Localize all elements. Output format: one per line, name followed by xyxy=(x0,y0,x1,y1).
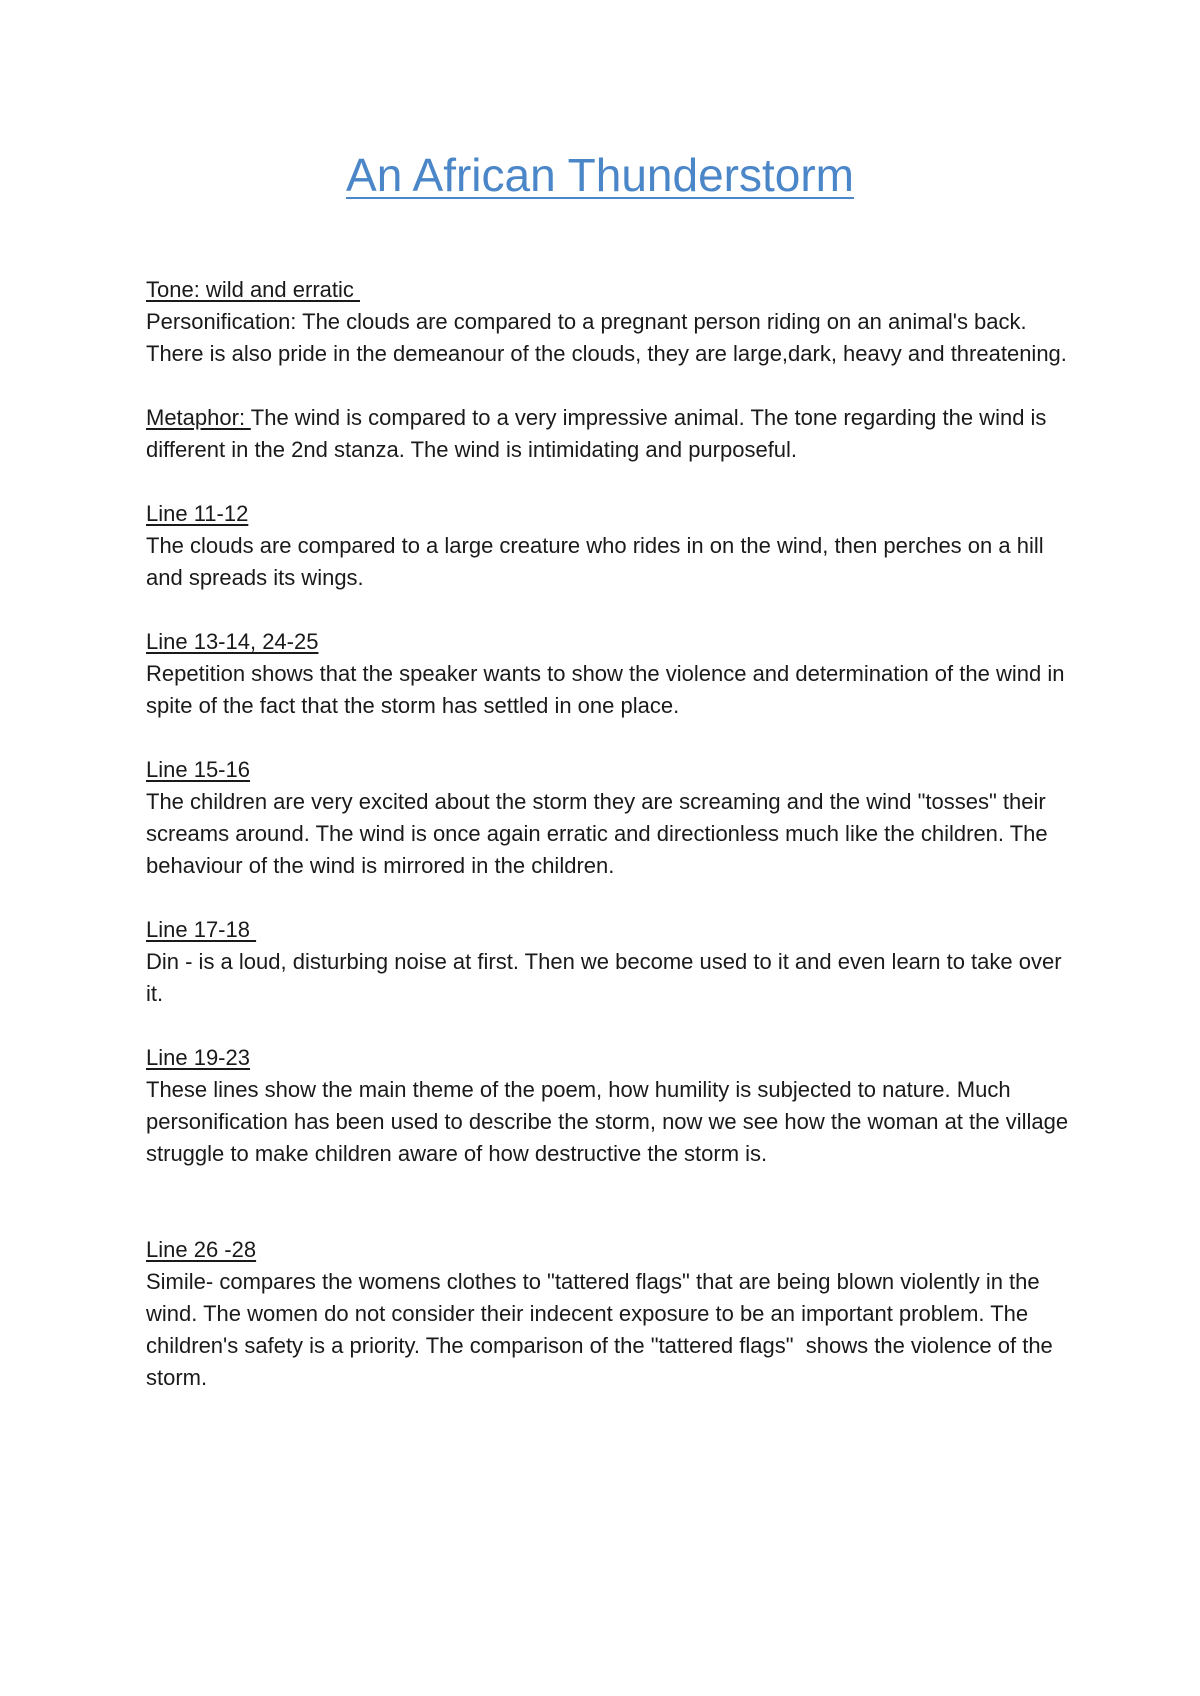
tone-label: Tone: wild and erratic xyxy=(146,277,360,302)
section-heading-line-26-28: Line 26 -28 xyxy=(146,1237,257,1262)
section-text-line-11-12: The clouds are compared to a large creature who rides in on the wind, then perches on a hill and spreads its wings. xyxy=(146,533,1044,590)
section-text-line-13-14: Repetition shows that the speaker wants to show the violence and determination of the wind in spite of the fact that the storm has settled in one place. xyxy=(146,661,1065,718)
section-heading-line-15-16: Line 15-16 xyxy=(146,757,250,782)
section-text-line-19-23: These lines show the main theme of the poem, how humility is subjected to nature. Much personification has been used to describe the storm, now we see how the woman at the village struggle to make children aware of how destructive the storm is. xyxy=(146,1077,1069,1166)
section-text-line-17-18: Din - is a loud, disturbing noise at first. Then we become used to it and even learn to take over it. xyxy=(146,949,1062,1006)
personification-text: Personification: The clouds are compared to a pregnant person riding on an animal's back. There is also pride in the demeanour of the clouds, they are large,dark, heavy and threatening. xyxy=(146,309,1067,366)
section-heading-line-11-12: Line 11-12 xyxy=(146,501,249,526)
metaphor-paragraph xyxy=(146,402,1076,466)
document-body xyxy=(146,274,1076,1394)
metaphor-label: Metaphor: xyxy=(146,405,251,430)
metaphor-text: The wind is compared to a very impressive animal. The tone regarding the wind is different in the 2nd stanza. The wind is intimidating and purposeful. xyxy=(146,405,1047,462)
section-text-line-26-28: Simile- compares the womens clothes to "tattered flags" that are being blown violently in the wind. The women do not consider their indecent exposure to be an important problem. The children's safety is a priority. The comparison of the "tattered flags" shows the violence of the storm. xyxy=(146,1269,1059,1390)
document-title: An African Thunderstorm xyxy=(346,149,854,201)
section-heading-line-13-14: Line 13-14, 24-25 xyxy=(146,629,319,654)
section-heading-line-19-23: Line 19-23 xyxy=(146,1045,250,1070)
section-heading-line-17-18: Line 17-18 xyxy=(146,917,257,942)
section-text-line-15-16: The children are very excited about the storm they are screaming and the wind "tosses" their screams around. The wind is once again erratic and directionless much like the children. The behaviour of the wind is mirrored in the children. xyxy=(146,789,1048,878)
